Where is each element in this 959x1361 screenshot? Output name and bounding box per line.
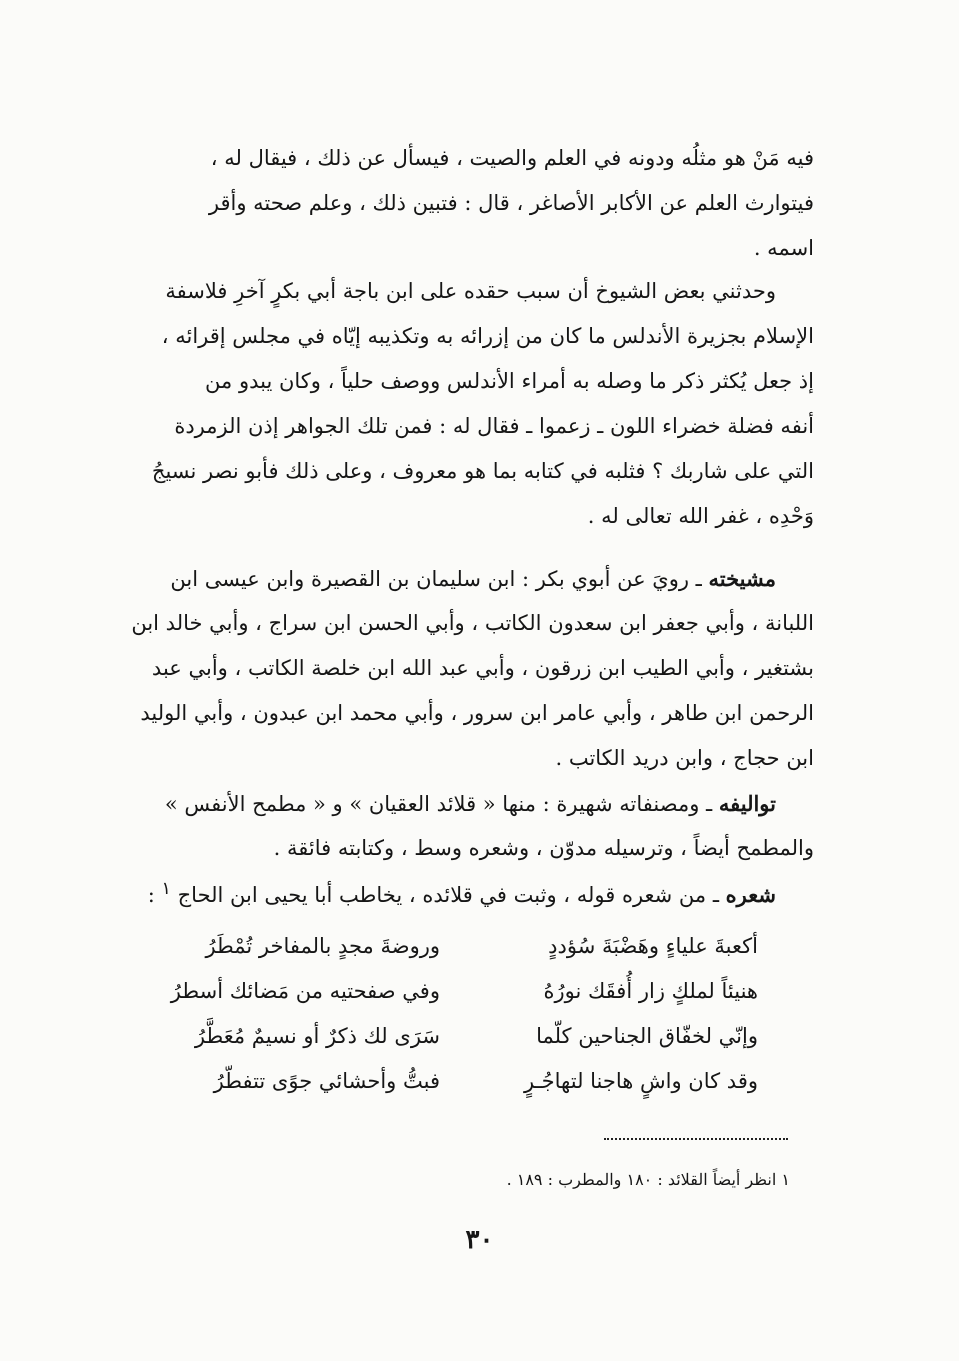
paragraph-shiruh	[96, 867, 814, 912]
text-line	[96, 781, 814, 826]
section-heading: تواليفه	[718, 791, 776, 816]
footnote-marker: ١	[161, 879, 171, 899]
paragraph-1	[96, 136, 814, 271]
verse-second-hemistich: فبتُّ وأحشائي جوًى تتفطّرُ	[213, 1069, 440, 1093]
text-line: وَحْدِه ، غفر الله تعالى له .	[587, 504, 814, 528]
text-run: ـ ومصنفاته شهيرة : منها « قلائد العقيان » و « مطمح الأنفس »	[164, 792, 719, 816]
poem-verse	[110, 924, 758, 969]
text-line: ابن حجاج ، وابن دريد الكاتب .	[555, 746, 814, 770]
verse-first-hemistich: وقد كان واشٍ هاجنا لتهاجُـرٍ	[523, 1069, 758, 1093]
text-line: الإسلام بجزيرة الأندلس ما كان من إزرائه به وتكذيبه إيّاه في مجلس إقرائه ،	[161, 324, 814, 348]
poem-verse	[110, 1059, 758, 1104]
verse-first-hemistich: أكعبةَ علياءٍ وهَضْبَةَ سُؤددٍ	[548, 934, 758, 958]
footnote-divider	[604, 1138, 788, 1140]
text-line: التي على شاربك ؟ فثلبه في كتابه بما هو معروف ، وعلى ذلك فأبو نصر نسيجُ	[151, 459, 814, 483]
text-run: :	[147, 883, 162, 907]
text-line: اسمه .	[753, 236, 814, 260]
section-heading: مشيخته	[708, 566, 776, 591]
text-line: وحدثني بعض الشيوخ أن سبب حقده على ابن باجة أبي بكرٍ آخرِ فلاسفة	[165, 279, 776, 303]
text-line: إذ جعل يُكثر ذكر ما وصله به أمراء الأندلس ووصف حلياً ، وكان يبدو من	[205, 369, 814, 393]
verse-second-hemistich: وروضةَ مجدٍ بالمفاخر تُمْطَرُ	[205, 934, 440, 958]
poem	[110, 924, 758, 1104]
poem-verse	[110, 969, 758, 1014]
text-line: والمطمح أيضاً ، وترسيله مدوّن ، وشعره وسط ، وكتابته فائقة .	[273, 836, 814, 860]
text-line: فيه مَنْ هو مثلُه ودونه في العلم والصيت ، فيسأل عن ذلك ، فيقال له ،	[210, 146, 814, 170]
text-line: الرحمن ابن طاهر ، وأبي عامر ابن سرور ، وأبي محمد ابن عبدون ، وأبي الوليد	[140, 701, 814, 725]
footnote: ١ انظر أيضاً القلائد : ١٨٠ والمطرب : ١٨٩ .	[506, 1170, 790, 1189]
verse-first-hemistich: وإنّي لخفّاق الجناحين كلّما	[536, 1024, 758, 1048]
verse-second-hemistich: سَرَى لك ذكرٌ أو نسيمٌ مُعَطَّرُ	[194, 1024, 440, 1048]
page-number: ٣٠	[465, 1225, 494, 1255]
paragraph-mashyakha	[96, 556, 814, 781]
verse-first-hemistich: هنيئاً لملكٍ زار أُفقَك نورُهُ	[543, 979, 758, 1003]
poem-verse	[110, 1014, 758, 1059]
text-line: بشتغير ، وأبي الطيب ابن زرقون ، وأبي عبد الله ابن خلصة الكاتب ، وأبي عبد	[151, 656, 814, 680]
text-run: ـ من شعره قوله ، وثبت في قلائده ، يخاطب أبا يحيى ابن الحاج	[170, 883, 726, 907]
section-heading: شعره	[725, 882, 776, 907]
text-line: اللبانة ، وأبي جعفر ابن سعدون الكاتب ، وأبي الحسن ابن سراج ، وأبي خالد ابن	[131, 611, 814, 635]
text-line: أنفه فضلة خضراء اللون ـ زعموا ـ فقال له : فمن تلك الجواهر إذن الزمردة	[174, 414, 814, 438]
paragraph-tawalif	[96, 781, 814, 871]
verse-second-hemistich: وفي صفحتيه من مَضائك أسطرُ	[170, 979, 440, 1003]
text-line	[96, 556, 814, 601]
text-line: فيتوارث العلم عن الأكابر الأصاغر ، قال : فتبين ذلك ، وعلم صحته وأقر	[208, 191, 814, 215]
text-run: ـ رويَ عن أبوي بكر : ابن سليمان بن القصيرة وابن عيسى ابن	[170, 567, 709, 591]
text-line	[96, 867, 814, 912]
paragraph-2	[96, 269, 814, 539]
